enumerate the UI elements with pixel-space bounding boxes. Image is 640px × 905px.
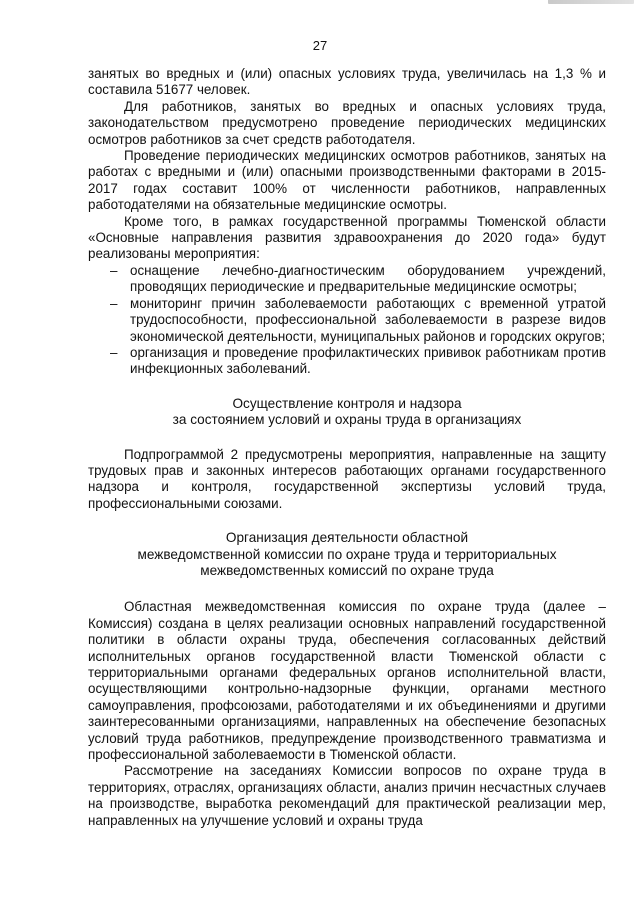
heading-line: за состоянием условий и охраны труда в организациях (172, 412, 522, 428)
paragraph: Подпрограммой 2 предусмотрены мероприятия, направленные на защиту трудовых прав и законных интересов работающих органами государственного надзора и контроля, государственной экспертизы условий труда, профессиональными союзами. (88, 446, 606, 511)
paragraph: Для работников, занятых во вредных и опасных условиях труда, законодательством предусмотрено проведение периодических медицинских осмотров работников за счет средств работодателя. (88, 98, 606, 147)
list-item-text: мониторинг причин заболеваемости работающих с временной утратой трудоспособности, профессиональной заболеваемости в разрезе видов экономической деятельности, муниципальных районов и городских округов; (130, 295, 606, 344)
paragraph: Рассмотрение на заседаниях Комиссии вопросов по охране труда в территориях, отраслях, организациях области, анализ причин несчастных случаев на производстве, выработка рекомендаций для практической реализации мер, направленных на улучшение условий и охраны труда (88, 763, 606, 828)
scan-artifact (548, 0, 634, 4)
section-heading-commission (88, 530, 606, 579)
paragraph: Кроме того, в рамках государственной программы Тюменской области «Основные направления развития здравоохранения до 2020 года» будут реализованы мероприятия: (88, 213, 606, 262)
list-item (88, 263, 606, 296)
section-heading-control (88, 396, 606, 429)
list-item (88, 345, 606, 378)
page-number: 27 (312, 38, 328, 53)
page-body (88, 66, 606, 829)
list-item-text: организация и проведение профилактических прививок работникам против инфекционных заболеваний. (130, 344, 606, 377)
paragraph: Проведение периодических медицинских осмотров работников, занятых на работах с вредными и (или) опасными производственными факторами в 2015-2017 годах составит 100% от численности работников, направленных работодателями на обязательные медицинские осмотры. (88, 148, 606, 213)
paragraph: занятых во вредных и (или) опасных условиях труда, увеличилась на 1,3 % и составила 51677 человек. (88, 66, 606, 98)
heading-line: Осуществление контроля и надзора (232, 395, 462, 411)
list-item-text: оснащение лечебно-диагностическим оборудованием учреждений, проводящих периодические и предварительные медицинские осмотры; (130, 262, 606, 295)
measures-list (88, 263, 606, 378)
heading-line: межведомственных комиссий по охране труда (200, 562, 494, 578)
dash-bullet: – (110, 295, 118, 311)
dash-bullet: – (110, 262, 118, 278)
heading-line: межведомственной комиссии по охране труда и территориальных (137, 546, 557, 562)
paragraph: Областная межведомственная комиссия по охране труда (далее – Комиссия) создана в целях реализации основных направлений государственной политики в области охраны труда, обеспечения согласованных действий исполнительных органов государственной власти Тюменской области с территориальными органами федеральных органов исполнительной власти, осуществляющими контрольно-надзорные функции, органами местного самоуправления, профсоюзами, работодателями и их объединениями и другими заинтересованными организациями, направленных на обеспечение безопасных условий труда работников, предупреждение производственного травматизма и профессиональной заболеваемости в Тюменской области. (88, 599, 606, 763)
dash-bullet: – (110, 344, 118, 360)
list-item (88, 296, 606, 345)
heading-line: Организация деятельности областной (225, 530, 469, 546)
